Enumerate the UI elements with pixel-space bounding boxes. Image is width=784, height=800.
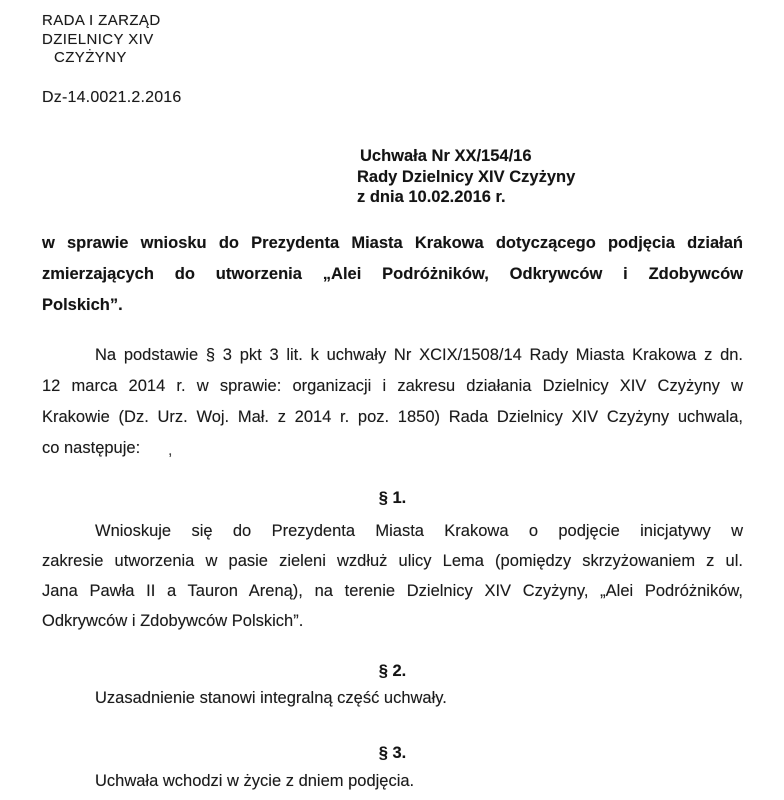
section-1-line: Jana Pawła II a Tauron Areną), na terenie Dzielnicy XIV Czyżyny, „Alei Podróżników, bbox=[42, 582, 743, 600]
subject-line: w sprawie wniosku do Prezydenta Miasta Krakowa dotyczącego podjęcia działań bbox=[42, 234, 743, 252]
section-3-heading: § 3. bbox=[378, 744, 407, 762]
resolution-number: Uchwała Nr XX/154/16 bbox=[360, 147, 532, 165]
subject-line: zmierzających do utworzenia „Alei Podróżników, Odkrywców i Zdobywców bbox=[42, 265, 743, 283]
preamble-line: Na podstawie § 3 pkt 3 lit. k uchwały Nr XCIX/1508/14 Rady Miasta Krakowa z dn. bbox=[95, 346, 743, 364]
letterhead-line-3: CZYŻYNY bbox=[54, 49, 127, 66]
preamble-line: Krakowie (Dz. Urz. Woj. Mał. z 2014 r. poz. 1850) Rada Dzielnicy XIV Czyżyny uchwala, bbox=[42, 408, 743, 426]
letterhead-line-2: DZIELNICY XIV bbox=[42, 30, 154, 48]
letterhead-line-1: RADA I ZARZĄD bbox=[42, 12, 161, 29]
section-1-line: zakresie utworzenia w pasie zieleni wzdłuż ulicy Lema (pomiędzy skrzyżowaniem z ul. bbox=[42, 552, 743, 570]
resolution-council: Rady Dzielnicy XIV Czyżyny bbox=[357, 167, 576, 186]
section-2-line: Uzasadnienie stanowi integralną część uchwały. bbox=[95, 689, 447, 707]
section-3-paragraph bbox=[42, 766, 743, 796]
preamble-paragraph bbox=[42, 340, 743, 464]
section-2-heading: § 2. bbox=[378, 662, 407, 680]
subject-paragraph bbox=[42, 228, 743, 321]
section-1-heading: § 1. bbox=[378, 489, 407, 507]
reference-number: Dz-14.0021.2.2016 bbox=[42, 89, 182, 106]
resolution-title bbox=[357, 146, 575, 208]
section-1-line: Wnioskuje się do Prezydenta Miasta Krakowa o podjęcie inicjatywy w bbox=[95, 522, 743, 540]
letterhead bbox=[42, 12, 161, 68]
preamble-closing: co następuje: bbox=[42, 439, 141, 457]
section-3-line: Uchwała wchodzi w życie z dniem podjęcia. bbox=[95, 772, 415, 790]
resolution-date: z dnia 10.02.2016 r. bbox=[357, 188, 506, 206]
section-2-paragraph bbox=[42, 683, 743, 713]
preamble-line bbox=[42, 433, 743, 464]
section-1-line: Odkrywców i Zdobywców Polskich”. bbox=[42, 612, 304, 630]
section-1-paragraph bbox=[42, 516, 743, 636]
preamble-line: 12 marca 2014 r. w sprawie: organizacji i zakresu działania Dzielnicy XIV Czyżyny w bbox=[42, 377, 743, 395]
subject-line: Polskich”. bbox=[42, 296, 123, 314]
stray-scan-mark: , bbox=[168, 442, 173, 459]
